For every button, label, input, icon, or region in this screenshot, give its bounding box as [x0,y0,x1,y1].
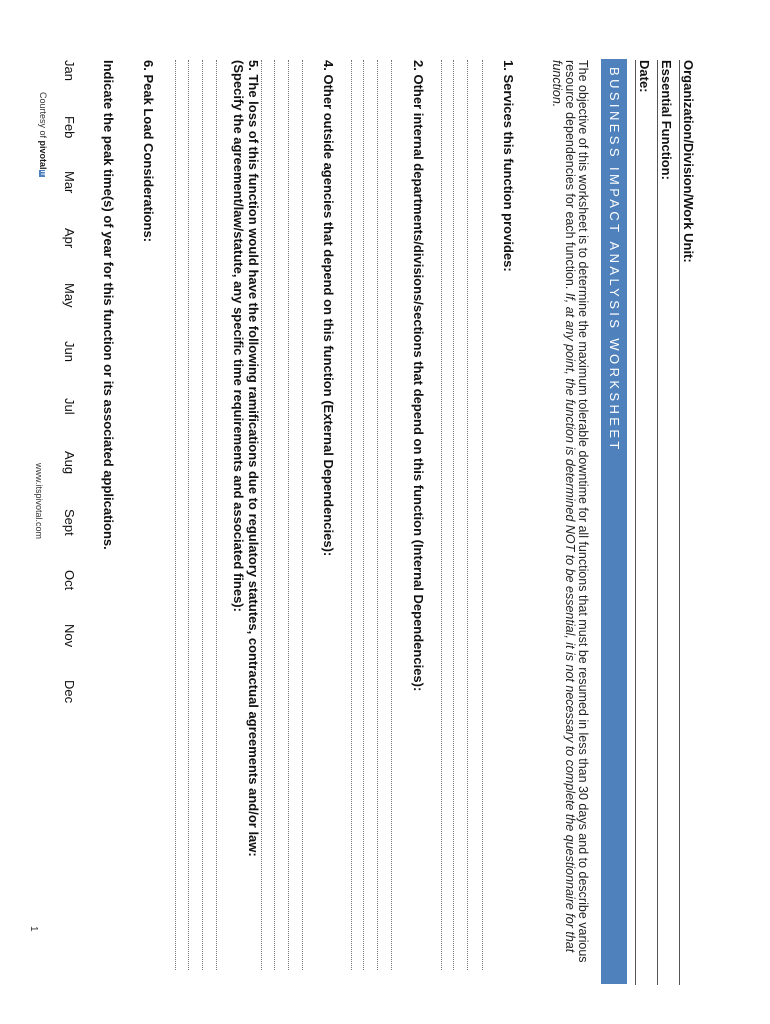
answer-line[interactable] [482,60,483,970]
intro-text: The objective of this worksheet is to determine the maximum tolerable downtime for all functions that must be resumed in less than 30 days and to describe various resource dependencies for each function. [563,60,590,963]
courtesy-line [38,92,48,177]
worksheet-title-banner [601,59,627,984]
month-dec[interactable]: Dec [62,680,77,704]
question-4: 4. Other outside agencies that depend on this function (External Dependencies): [321,60,336,557]
answer-line[interactable] [202,60,203,970]
answer-line[interactable] [175,60,176,970]
month-apr[interactable]: Apr [62,228,77,249]
month-nov[interactable]: Nov [62,624,77,648]
answer-line[interactable] [453,60,454,970]
month-jun[interactable]: Jun [62,341,77,362]
question-6: 6. Peak Load Considerations: [141,60,156,243]
org-field[interactable] [679,60,680,985]
month-mar[interactable]: Mar [62,171,77,194]
answer-line[interactable] [216,60,217,970]
answer-line[interactable] [261,60,262,970]
month-jan[interactable]: Jan [62,60,77,81]
org-label: Organization/Division/Work Unit: [681,60,696,263]
question-5: 5. The loss of this function would have the following ramifications due to regulatory statutes, contractual agreements and/or law: [246,60,261,857]
website-url[interactable]: www.itspivotal.com [34,463,44,540]
month-jul[interactable]: Jul [62,398,77,415]
question-2: 2. Other internal departments/divisions/sections that depend on this function (Internal Dependencies): [411,60,426,692]
answer-line[interactable] [363,60,364,970]
answer-line[interactable] [274,60,275,970]
essential-function-label: Essential Function: [659,60,674,180]
answer-line[interactable] [391,60,392,970]
month-sept[interactable]: Sept [62,509,77,536]
answer-line[interactable] [467,60,468,970]
intro-paragraph [550,60,589,990]
question-6-subtext: Indicate the peak time(s) of year for this function or its associated applications. [101,60,116,550]
month-aug[interactable]: Aug [62,451,77,475]
date-field[interactable] [635,60,636,985]
answer-line[interactable] [188,60,189,970]
question-5-subtext: (Specify the agreement/law/statute, any specific time requirements and associated fines): [231,60,246,612]
pivotal-logo: pivotalIT [38,140,48,176]
intro-italic-note: If, at any point, the function is determined NOT to be essential, it is not necessary to complete the questionnaire for that function. [550,60,577,953]
month-feb[interactable]: Feb [62,116,77,139]
month-oct[interactable]: Oct [62,570,77,591]
answer-line[interactable] [351,60,352,970]
answer-line[interactable] [441,60,442,970]
courtesy-text: Courtesy of [38,92,48,139]
answer-line[interactable] [377,60,378,970]
answer-line[interactable] [288,60,289,970]
worksheet-title: BUSINESS IMPACT ANALYSIS WORKSHEET [607,67,622,453]
page-number: 1 [28,926,39,932]
answer-line[interactable] [302,60,303,970]
month-may[interactable]: May [62,283,77,308]
essential-function-field[interactable] [657,60,658,985]
date-label: Date: [637,60,652,93]
question-1: 1. Services this function provides: [501,60,516,272]
